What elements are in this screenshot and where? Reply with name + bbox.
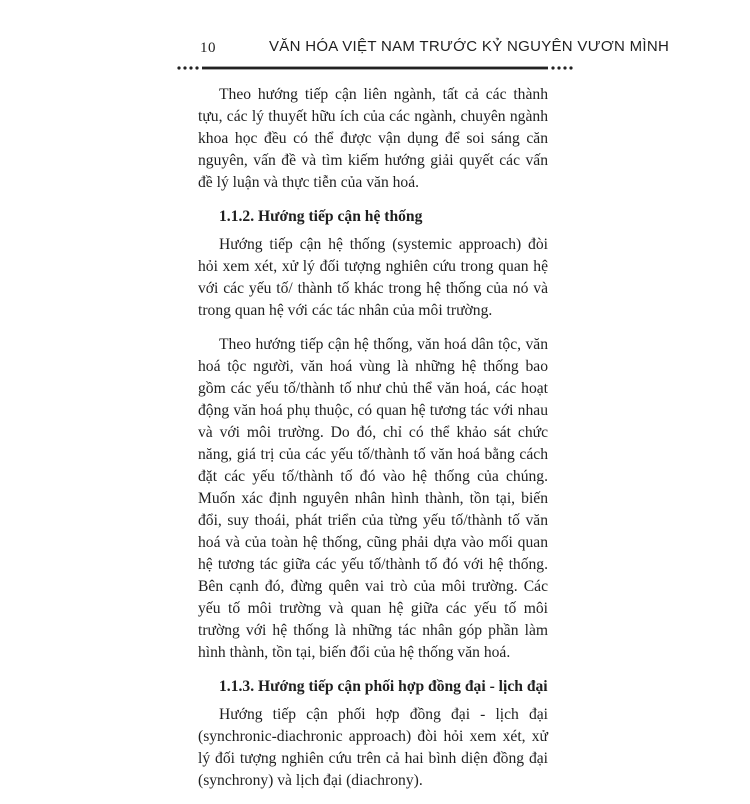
- paragraph-synchronic-diachronic: Hướng tiếp cận phối hợp đồng đại - lịch đại (synchronic-diachronic approach) đòi hỏi xem xét, xử lý đối tượng nghiên cứu trên cả hai bình diện đồng đại (synchrony) và lịch đại (diachrony).: [198, 706, 548, 789]
- decorative-rule: [176, 64, 574, 72]
- page-number: 10: [200, 40, 216, 56]
- section-heading-1-1-2: 1.1.2. Hướng tiếp cận hệ thống: [219, 208, 423, 225]
- paragraph-interdisciplinary: Theo hướng tiếp cận liên ngành, tất cả các thành tựu, các lý thuyết hữu ích của các ngành, chuyên ngành khoa học đều có thể được vận dụng để soi sáng căn nguyên, vấn đề và tìm kiếm hướng giải quyết các vấn đề lý luận và thực tiễn của văn hoá.: [198, 86, 548, 191]
- running-title: VĂN HÓA VIỆT NAM TRƯỚC KỶ NGUYÊN VƯƠN MÌNH: [269, 38, 670, 55]
- page-body: [198, 84, 548, 804]
- page-header: [178, 36, 670, 56]
- paragraph-systemic-definition: Hướng tiếp cận hệ thống (systemic approach) đòi hỏi xem xét, xử lý đối tượng nghiên cứu trong quan hệ với các yếu tố/ thành tố khác trong hệ thống của nó và trong quan hệ với các tác nhân của môi trường.: [198, 236, 548, 319]
- section-heading-1-1-3: 1.1.3. Hướng tiếp cận phối hợp đồng đại - lịch đại: [219, 678, 548, 695]
- paragraph-systemic-explanation: Theo hướng tiếp cận hệ thống, văn hoá dân tộc, văn hoá tộc người, văn hoá vùng là những hệ thống bao gồm các yếu tố/thành tố như chủ thể văn hoá, các hoạt động văn hoá phụ thuộc, có quan hệ tương tác với nhau và với môi trường. Do đó, chỉ có thể khảo sát chức năng, giá trị của các yếu tố/thành tố văn hoá bằng cách đặt các yếu tố/thành tố đó vào hệ thống của chúng. Muốn xác định nguyên nhân hình thành, tồn tại, biến đổi, suy thoái, phát triển của từng yếu tố/thành tố văn hoá và của toàn hệ thống, cũng phải dựa vào mối quan hệ tương tác giữa các yếu tố/thành tố đó với hệ thống. Bên cạnh đó, đừng quên vai trò của môi trường. Các yếu tố môi trường và quan hệ giữa các yếu tố môi trường với hệ thống là những tác nhân góp phần làm hình thành, tồn tại, biến đổi của hệ thống văn hoá.: [198, 336, 548, 661]
